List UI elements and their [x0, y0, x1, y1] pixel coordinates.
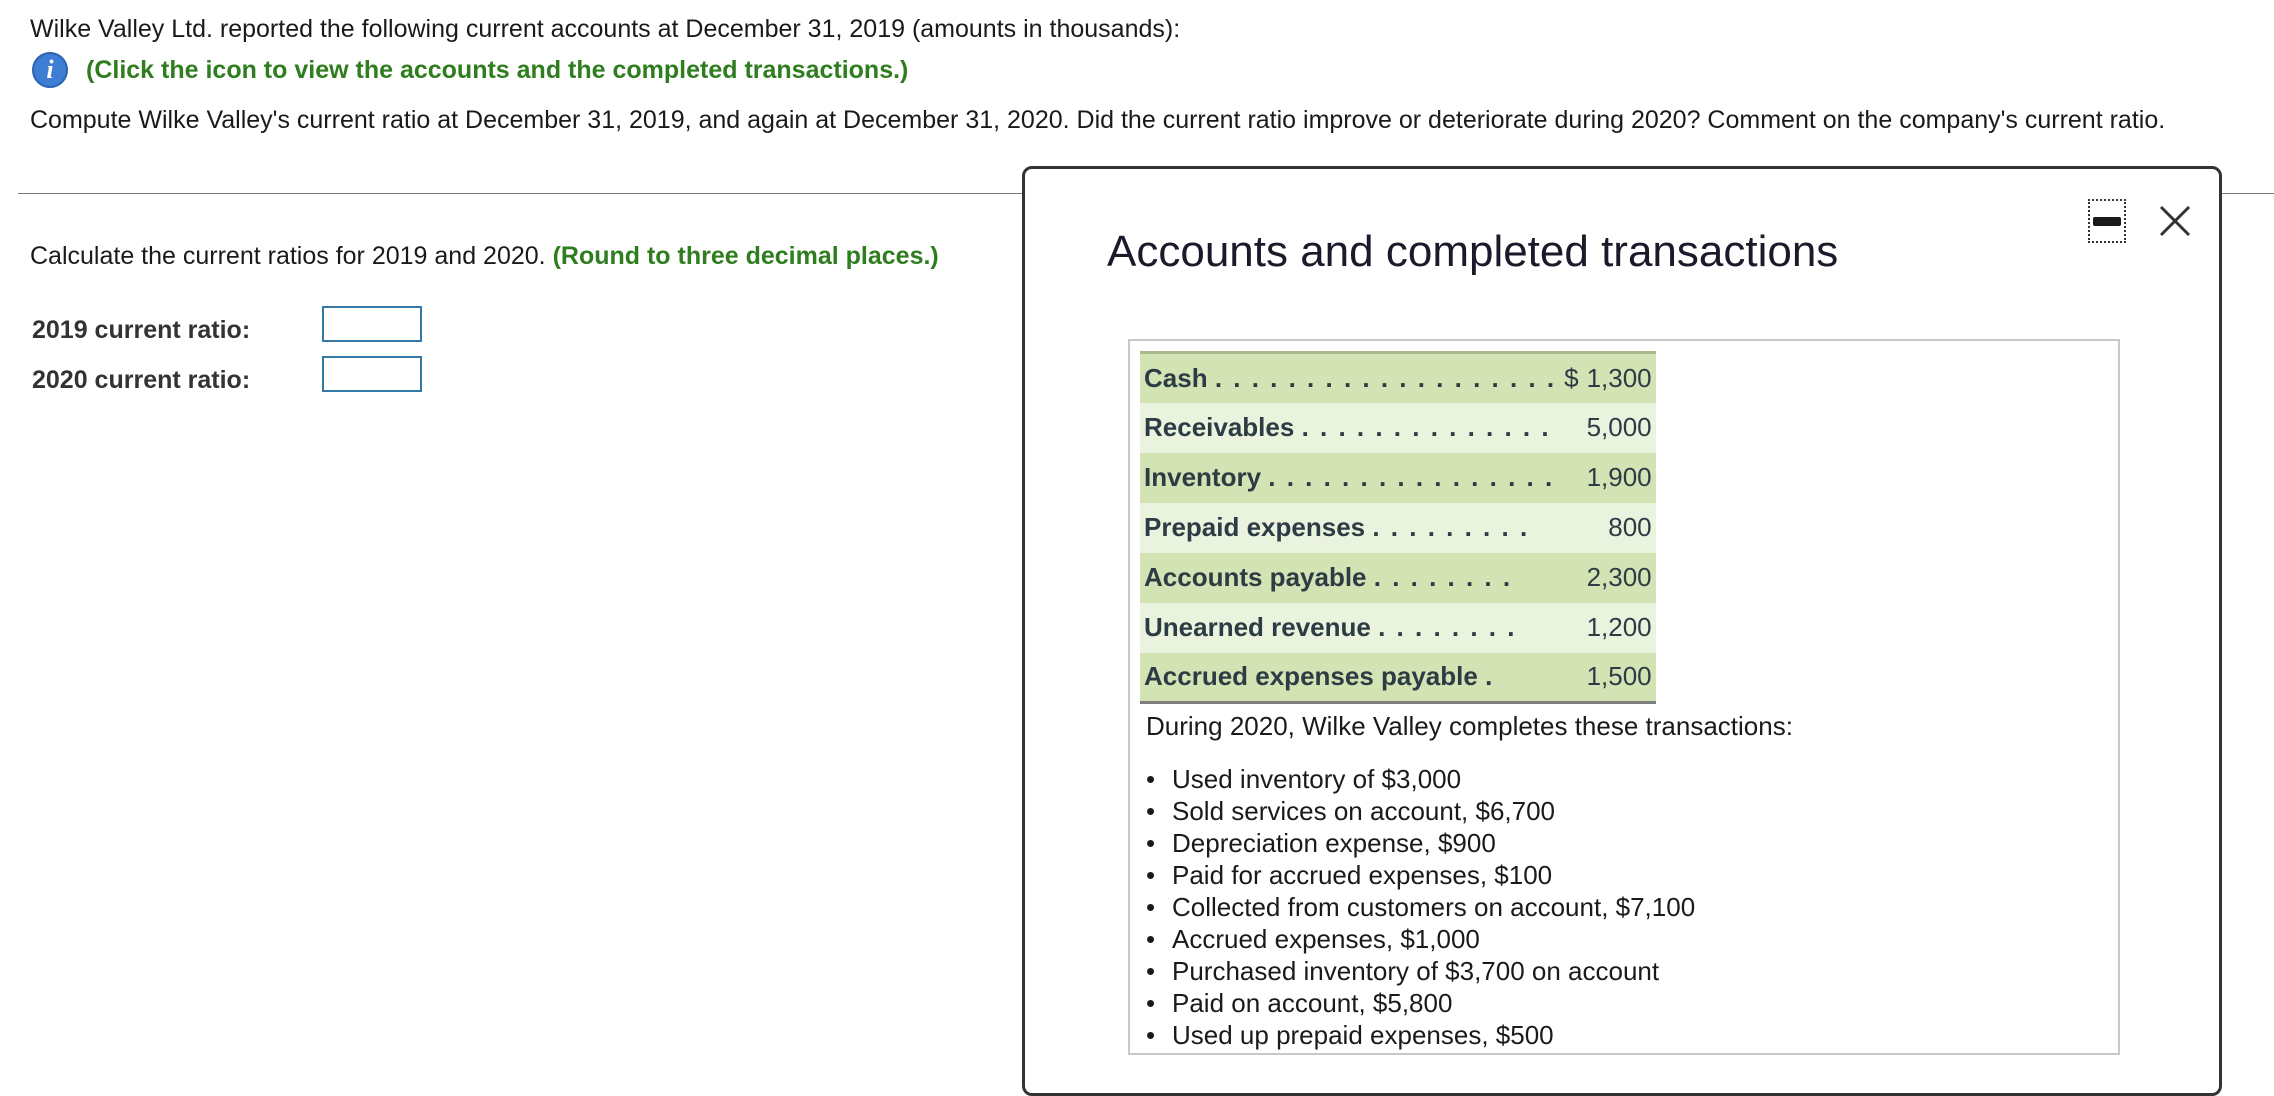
account-label: Inventory — [1144, 462, 1262, 492]
calc-hint: (Round to three decimal places.) — [552, 242, 939, 270]
account-value: 800 — [1583, 503, 1656, 553]
account-name — [1140, 503, 1560, 553]
account-value: 1,200 — [1583, 603, 1656, 653]
account-name — [1140, 653, 1560, 703]
ratio-2020-input[interactable] — [322, 356, 422, 392]
transaction-item: • Depreciation expense, $900 — [1146, 827, 1695, 859]
account-row — [1140, 653, 1656, 703]
calc-instruction — [30, 242, 939, 271]
minimize-button[interactable] — [2088, 199, 2126, 243]
account-label: Accounts payable — [1144, 562, 1367, 592]
minimize-icon — [2093, 217, 2121, 226]
account-row — [1140, 403, 1656, 453]
account-leader-dots: . . . . . . . . . . . . . . — [1301, 412, 1551, 442]
account-name — [1140, 553, 1560, 603]
account-label: Cash — [1144, 362, 1208, 393]
transaction-item: • Accrued expenses, $1,000 — [1146, 923, 1695, 955]
account-label: Receivables — [1144, 412, 1295, 442]
account-name — [1140, 403, 1560, 453]
info-row — [32, 52, 908, 88]
calc-text: Calculate the current ratios for 2019 and 2020. — [30, 242, 546, 270]
account-row — [1140, 603, 1656, 653]
account-label: Accrued expenses payable — [1144, 661, 1478, 692]
transaction-item: • Collected from customers on account, $7,100 — [1146, 891, 1695, 923]
account-currency — [1560, 553, 1582, 603]
account-name — [1140, 453, 1560, 503]
transaction-item: • Sold services on account, $6,700 — [1146, 795, 1695, 827]
ratio-2020-label: 2020 current ratio: — [32, 366, 251, 394]
transactions-intro: During 2020, Wilke Valley completes these transactions: — [1146, 711, 1793, 741]
account-value: 1,500 — [1583, 653, 1656, 703]
transaction-item: • Used inventory of $3,000 — [1146, 763, 1695, 795]
transaction-item: • Paid on account, $5,800 — [1146, 987, 1695, 1019]
account-value: 1,900 — [1583, 453, 1656, 503]
account-leader-dots: . . . . . . . . . . . . . . . . — [1268, 462, 1555, 492]
account-row — [1140, 453, 1656, 503]
account-value: 2,300 — [1583, 553, 1656, 603]
account-leader-dots: . . . . . . . . . — [1372, 512, 1530, 542]
account-currency — [1560, 403, 1582, 453]
account-row — [1140, 553, 1656, 603]
transaction-item: • Purchased inventory of $3,700 on account — [1146, 955, 1695, 987]
question-text: Compute Wilke Valley's current ratio at December 31, 2019, and again at December 31, 2020. Did the current ratio improve or deteriorate during 2020? Comment on the company's current ratio. — [30, 106, 2166, 134]
ratio-2019-label: 2019 current ratio: — [32, 316, 251, 344]
intro-text: Wilke Valley Ltd. reported the following current accounts at December 31, 2019 (amounts in thousands): — [30, 15, 1181, 43]
accounts-modal — [1022, 166, 2222, 1096]
account-label: Unearned revenue — [1144, 612, 1371, 642]
account-currency — [1560, 503, 1582, 553]
close-icon — [2153, 199, 2197, 243]
account-leader-dots: . — [1485, 661, 1495, 692]
accounts-table — [1140, 351, 1656, 704]
transaction-item: • Used up prepaid expenses, $500 — [1146, 1019, 1695, 1051]
account-name — [1140, 603, 1560, 653]
account-currency: $ — [1560, 353, 1582, 403]
account-leader-dots: . . . . . . . . . . . . . . . . . . . — [1214, 362, 1557, 393]
info-icon[interactable]: i — [32, 52, 68, 88]
account-row — [1140, 353, 1656, 403]
account-currency — [1560, 603, 1582, 653]
account-leader-dots: . . . . . . . . — [1378, 612, 1517, 642]
transactions-list — [1146, 763, 1695, 1051]
account-leader-dots: . . . . . . . . — [1373, 562, 1513, 592]
transaction-item: • Paid for accrued expenses, $100 — [1146, 859, 1695, 891]
account-name — [1140, 353, 1560, 403]
modal-title: Accounts and completed transactions — [1107, 227, 1839, 276]
account-value: 5,000 — [1583, 403, 1656, 453]
close-button[interactable] — [2153, 199, 2197, 243]
info-link[interactable]: (Click the icon to view the accounts and the completed transactions.) — [86, 55, 909, 84]
account-currency — [1560, 653, 1582, 703]
account-row — [1140, 503, 1656, 553]
modal-content — [1128, 339, 2120, 1055]
account-currency — [1560, 453, 1582, 503]
ratio-2019-input[interactable] — [322, 306, 422, 342]
account-value: 1,300 — [1583, 353, 1656, 403]
account-label: Prepaid expenses — [1144, 512, 1366, 542]
